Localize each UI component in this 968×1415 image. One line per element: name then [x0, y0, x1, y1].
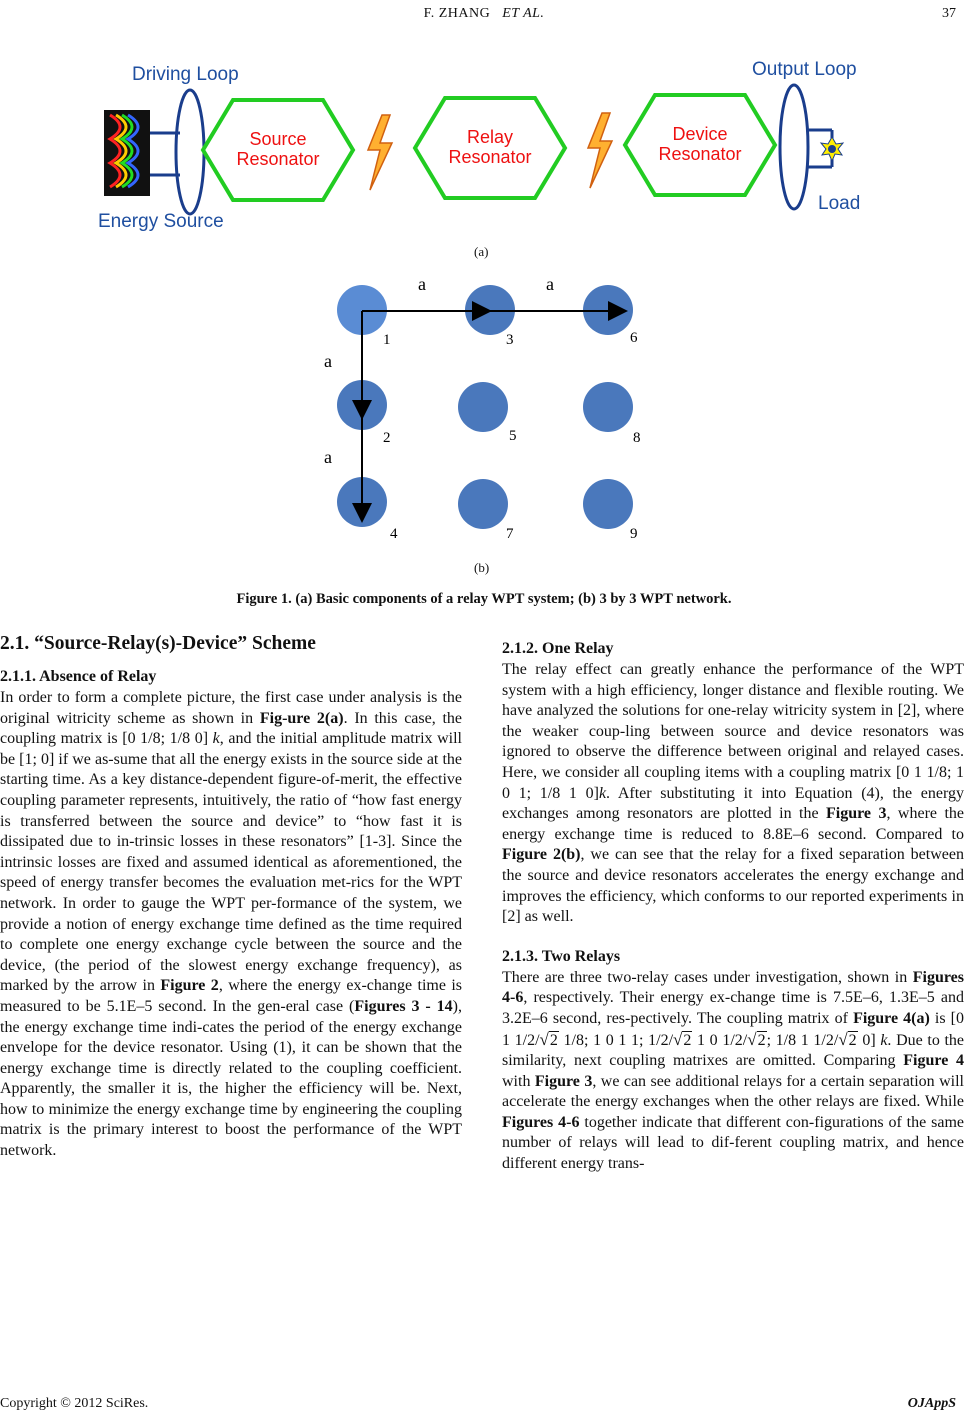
output-loop-icon: [780, 85, 808, 209]
sqrt-symbol: √2: [838, 1029, 857, 1049]
node-label: 7: [506, 526, 514, 542]
spacing-label: a: [546, 274, 554, 294]
load-label: Load: [818, 193, 861, 214]
running-head-author: F. ZHANG: [423, 6, 491, 21]
figure-reference[interactable]: Figure 4(a): [853, 1009, 930, 1027]
spacing-label: a: [324, 351, 332, 371]
network-node: [458, 479, 508, 529]
spacing-label: a: [324, 447, 332, 467]
figure-reference[interactable]: Figures 4-6: [502, 968, 964, 1007]
figure-reference[interactable]: Figures 4-6: [502, 1113, 580, 1131]
relay-resonator-line1: Relay: [466, 127, 514, 147]
driving-loop-label: Driving Loop: [132, 64, 239, 85]
figure-1a: [90, 55, 880, 245]
figure-reference[interactable]: Figure 2: [160, 977, 219, 995]
page-number: 37: [942, 6, 956, 21]
network-node: [458, 382, 508, 432]
subsection-title-one-relay: 2.1.2. One Relay: [502, 640, 614, 657]
journal-name: OJAppS: [907, 1396, 956, 1411]
device-resonator-line1: Device: [672, 124, 728, 144]
relay-resonator-line2: Resonator: [448, 147, 532, 167]
left-column: [0, 632, 462, 1162]
lightning-icon: [588, 113, 612, 188]
paragraph-two-relays: There are three two-relay cases under investigation, shown in Figures 4-6, respectively. Their energy ex-change time is 7.5E–6, 1.3E–5 and 3.2E–6 second, res-pectively. The coupling matrix of Figure 4(a) is [0 1 1/2/√2 1/8; 1 0 1 1; 1/2/√2 1 0 1/2/√2; 1/8 1 1/2/√2 0] k. Due to the similarity, next coupling matrixes are omitted. Comparing Figure 4 with Figure 3, we can see additional relays for a certain separation will accelerate the energy exchanges when the other relays are fixed. While Figures 4-6 together indicate that different con-figurations of the same number of relays will lead to dif-ferent coupling matrix, and hence different energy trans-: [502, 968, 965, 1173]
sqrt-symbol: √2: [539, 1029, 558, 1049]
running-head-etal: ET AL.: [502, 6, 545, 21]
node-label: 2: [383, 430, 391, 446]
section-title: 2.1. “Source-Relay(s)-Device” Scheme: [0, 633, 316, 654]
node-label: 4: [390, 526, 398, 542]
load-icon: [806, 130, 843, 167]
source-resonator-line2: Resonator: [236, 149, 320, 169]
device-resonator-line2: Resonator: [658, 144, 742, 164]
paragraph-one-relay: The relay effect can greatly enhance the performance of the WPT system with a high efficiency, longer distance and flexible routing. We have analyzed the solutions for one-relay witricity system in [2], where the weaker coup-ling between source and device resonators was ignored to observe the difference between original and relayed cases. Here, we consider all coupling items with a coupling matrix [0 1 1/8; 1 0 1; 1/8 1 0]k. After substituting it into Equation (4), the energy exchanges among resonators are plotted in the Figure 3, where the energy exchange time is reduced to 8.8E–6 second. Compared to Figure 2(b), we can see that the relay for a fixed separation between the source and device resonators accelerates the energy exchange and improves the efficiency, which conforms to our reported experiments in [2] as well.: [502, 661, 965, 926]
lightning-icon: [368, 115, 392, 190]
page-header: [0, 4, 968, 26]
energy-source-label: Energy Source: [98, 211, 224, 232]
node-label: 9: [630, 526, 638, 542]
copyright: Copyright © 2012 SciRes.: [0, 1396, 149, 1411]
sqrt-symbol: √2: [747, 1029, 766, 1049]
figure-1b: [300, 270, 680, 560]
network-node: [583, 382, 633, 432]
figure-reference[interactable]: Figures 3 - 14: [354, 997, 453, 1015]
driving-loop-icon: [176, 90, 204, 214]
subsection-title-absence-of-relay: 2.1.1. Absence of Relay: [0, 668, 157, 685]
figure-reference[interactable]: Figure 2(b): [502, 846, 581, 864]
output-loop-label: Output Loop: [752, 59, 857, 80]
figure-reference[interactable]: Fig-ure 2(a): [259, 709, 344, 727]
figure-reference[interactable]: Figure 4: [903, 1052, 965, 1070]
energy-source-icon: [104, 110, 180, 196]
running-head: [0, 6, 968, 22]
right-column: [502, 632, 964, 1175]
node-label: 5: [509, 428, 517, 444]
subsection-title-two-relays: 2.1.3. Two Relays: [502, 947, 621, 965]
figure-1a-sublabel: (a): [474, 244, 489, 259]
node-label: 6: [630, 330, 638, 346]
source-resonator-line1: Source: [249, 129, 307, 149]
paragraph-absence-of-relay: In order to form a complete picture, the first case under analysis is the original witricity scheme as shown in Fig-ure 2(a). In this case, the coupling matrix is [0 1/8; 1/8 0] k, and the initial amplitude matrix will be [1; 0] if we as-sume that all the energy exists in the source side at the starting time. As a key distance-dependent figure-of-merit, the effective coupling parameter represents, intuitively, the ratio of “how fast energy is transferred between the source and device” to “how fast it is dissipated due to in-trinsic losses in these resonators” [1-3]. Since the intrinsic losses are fixed and assumed identical as aforementioned, the speed of energy transfer becomes the evaluation met-rics for the WPT network. In order to gauge the WPT per-formance of the system, we provide a notion of energy exchange time defined as the time required to complete one energy exchange cycle between the source and the device, (the period of the slowest energy exchange frequency), as marked by the arrow in Figure 2, where the energy ex-change time is measured to be 5.1E–5 second. In the gen-eral case (Figures 3 - 14), the energy exchange time indi-cates the period of the energy exchange envelope for the device resonator. Using (1), it can be shown that the energy exchange time is directly related to the coupling coefficient. Apparently, the smaller it is, the higher the efficiency will be. Next, how to minimize the energy exchange time by engineering the coupling matrix is the primary interest to boost the performance of the WPT network.: [0, 689, 463, 1160]
figure-reference[interactable]: Figure 3: [826, 805, 887, 823]
figure-reference[interactable]: Figure 3: [534, 1072, 593, 1090]
network-node: [583, 479, 633, 529]
figure-caption: Figure 1. (a) Basic components of a relay WPT system; (b) 3 by 3 WPT network.: [236, 591, 732, 607]
node-label: 8: [633, 430, 641, 446]
sqrt-symbol: √2: [673, 1029, 692, 1049]
spacing-label: a: [418, 274, 426, 294]
node-label: 3: [506, 332, 514, 348]
node-label: 1: [383, 332, 391, 348]
figure-1b-sublabel: (b): [474, 560, 490, 575]
